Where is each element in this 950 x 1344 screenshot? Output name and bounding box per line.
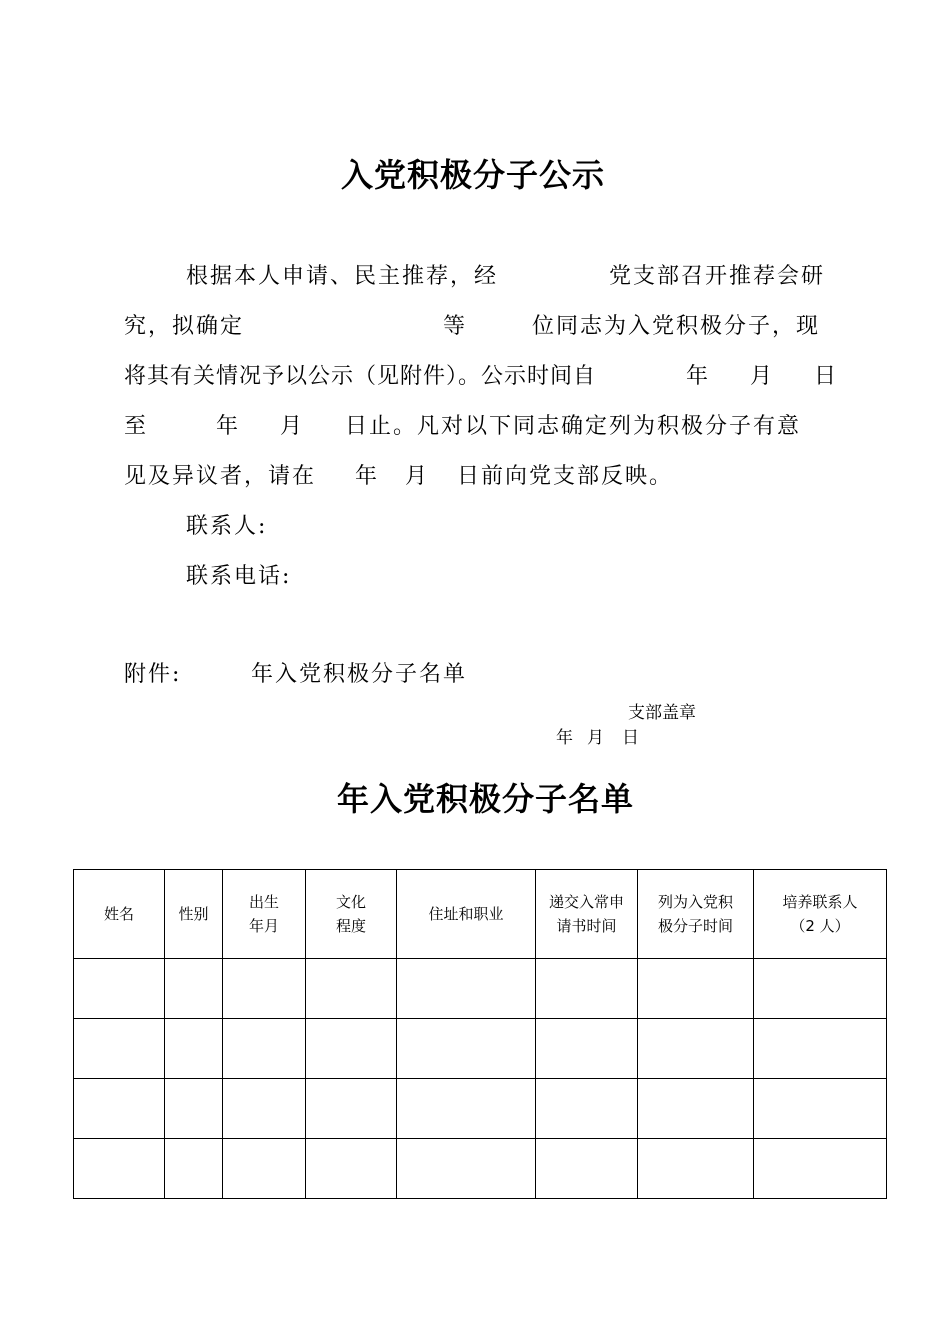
table-cell: [397, 1139, 536, 1199]
notice-line2-start: 究，拟确定: [124, 314, 245, 339]
table-cell: [754, 959, 887, 1019]
notice-line2-deng: 等: [443, 314, 468, 339]
table-row: [74, 1019, 887, 1079]
table-cell: [165, 1139, 223, 1199]
table-cell: [638, 959, 754, 1019]
seal-label: 支部盖章: [628, 703, 696, 723]
notice-line5-month: 月: [405, 464, 430, 489]
table-cell: [397, 1079, 536, 1139]
table-cell: [306, 1079, 397, 1139]
table-cell: [223, 959, 306, 1019]
notice-line3-start: 将其有关情况予以公示（见附件）。公示时间自: [124, 364, 597, 389]
notice-line3-day: 日: [814, 364, 839, 389]
notice-line3-month: 月: [750, 364, 775, 389]
table-cell: [536, 1139, 638, 1199]
notice-line4-month: 月: [280, 414, 305, 439]
roster-header-row: [74, 870, 887, 959]
header-activist-date: 列为入党积 极分子时间: [638, 870, 754, 959]
header-gender: 性别: [165, 870, 223, 959]
header-address-occupation: 住址和职业: [397, 870, 536, 959]
table-cell: [223, 1019, 306, 1079]
table-cell: [536, 959, 638, 1019]
table-cell: [306, 1139, 397, 1199]
table-cell: [536, 1019, 638, 1079]
table-cell: [74, 1019, 165, 1079]
date-day: 日: [622, 728, 639, 748]
table-cell: [165, 1079, 223, 1139]
table-cell: [397, 1019, 536, 1079]
table-cell: [638, 1019, 754, 1079]
table-cell: [638, 1079, 754, 1139]
attachment-name: 年入党积极分子名单: [251, 662, 468, 687]
notice-line1-start: 根据本人申请、民主推荐，经: [186, 264, 499, 289]
table-cell: [754, 1139, 887, 1199]
table-cell: [223, 1139, 306, 1199]
roster-title: 年入党积极分子名单: [337, 780, 635, 818]
table-cell: [536, 1079, 638, 1139]
notice-line4-end: 日止。凡对以下同志确定列为积极分子有意: [345, 414, 802, 439]
table-cell: [74, 1079, 165, 1139]
table-cell: [306, 1019, 397, 1079]
contact-phone-label: 联系电话:: [186, 564, 292, 589]
table-cell: [638, 1139, 754, 1199]
date-month: 月: [587, 728, 604, 748]
table-cell: [754, 1019, 887, 1079]
notice-line2-end: 位同志为入党积极分子，现: [532, 314, 821, 339]
notice-line3-year: 年: [686, 364, 711, 389]
contact-person-label: 联系人:: [186, 514, 268, 539]
notice-line5-end: 日前向党支部反映。: [457, 464, 674, 489]
table-cell: [165, 1019, 223, 1079]
table-row: [74, 959, 887, 1019]
notice-line1-end: 党支部召开推荐会研: [609, 264, 826, 289]
notice-title: 入党积极分子公示: [341, 156, 606, 194]
table-cell: [74, 1139, 165, 1199]
table-row: [74, 1079, 887, 1139]
table-cell: [754, 1079, 887, 1139]
header-contacts: 培养联系人 （2 人）: [754, 870, 887, 959]
attachment-label: 附件:: [124, 662, 182, 687]
header-application-date: 递交入常申 请书时间: [536, 870, 638, 959]
roster-table: [73, 869, 887, 1199]
notice-line5-year: 年: [355, 464, 380, 489]
table-cell: [397, 959, 536, 1019]
table-row: [74, 1139, 887, 1199]
table-cell: [74, 959, 165, 1019]
header-birth-date: 出生 年月: [223, 870, 306, 959]
header-name: 姓名: [74, 870, 165, 959]
notice-line4-zhi: 至: [124, 414, 149, 439]
header-education: 文化 程度: [306, 870, 397, 959]
notice-line4-year: 年: [216, 414, 241, 439]
date-year: 年: [556, 728, 573, 748]
table-cell: [306, 959, 397, 1019]
table-cell: [165, 959, 223, 1019]
notice-line5-start: 见及异议者，请在: [124, 464, 317, 489]
table-cell: [223, 1079, 306, 1139]
